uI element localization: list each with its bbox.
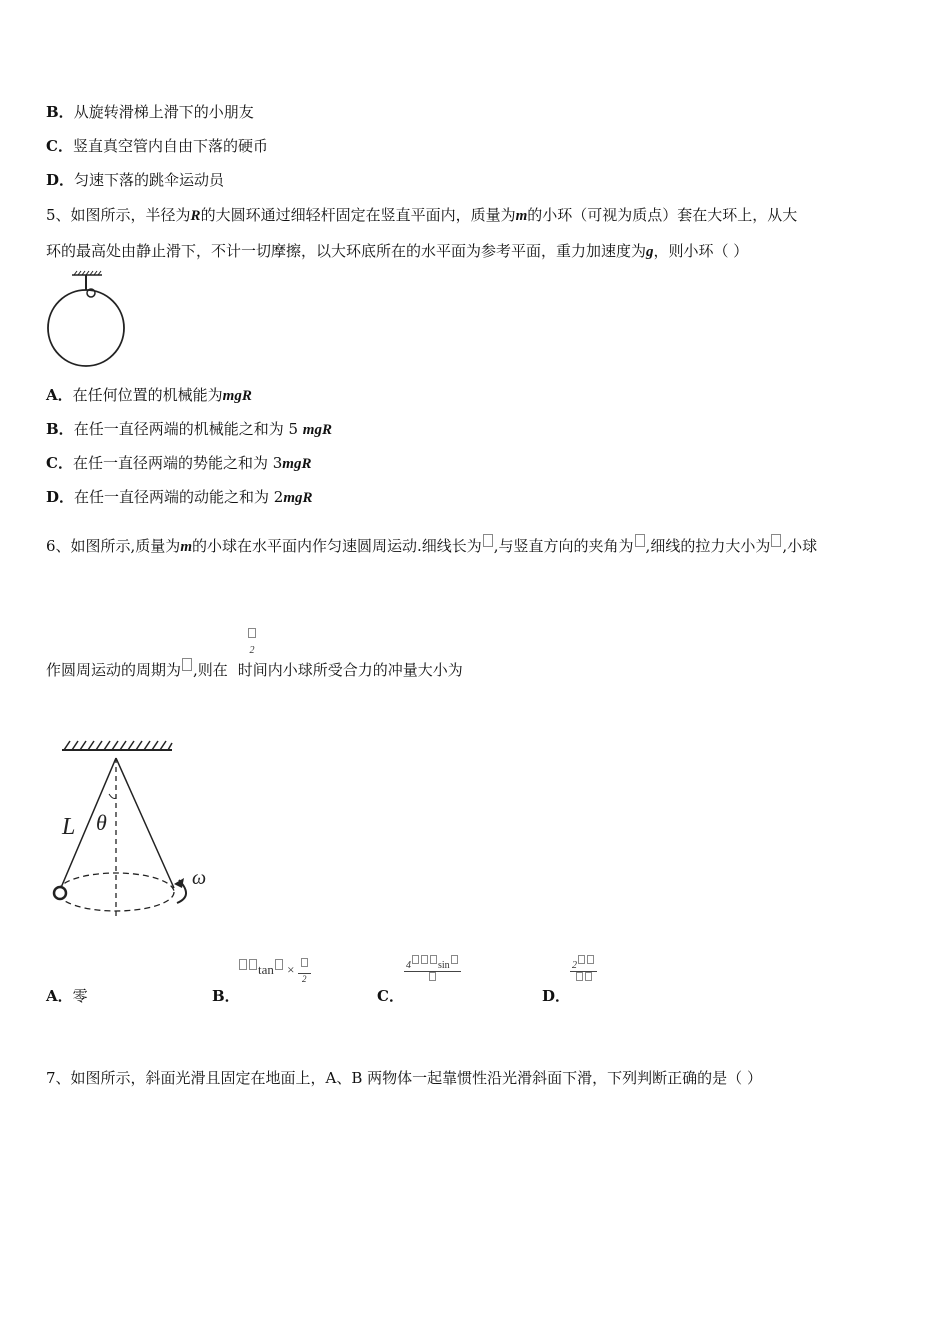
ball [54, 887, 66, 899]
option-d-prev: D．匀速下落的跳伞运动员 [46, 171, 225, 189]
q5-option-a: A．在任何位置的机械能为mgR [46, 386, 252, 404]
q6-option-c-expression: 4 sin [404, 955, 461, 988]
large-ring [48, 290, 124, 366]
q6-option-b-expression: tan × 2 [238, 958, 311, 984]
missing-glyph-box [182, 658, 192, 671]
label-L: L [62, 814, 76, 840]
q6-time-fraction: 2 [247, 628, 257, 656]
q6-line2: 作圆周运动的周期为 ,则在 时间内小球所受合力的冲量大小为 [46, 658, 463, 680]
q6-line1: 6、如图所示,质量为m的小球在水平面内作匀速圆周运动.细线长为 ,与竖直方向的夹角为 ,细线的拉力大小为 ,小球 [46, 534, 817, 557]
q6-option-d-expression: 2 [570, 955, 597, 988]
q6-option-a: A．零 [46, 987, 88, 1005]
option-b-prev: B．从旋转滑梯上滑下的小朋友 [46, 103, 254, 121]
label-theta: θ [96, 810, 107, 835]
q6-option-d: D． [542, 987, 571, 1005]
q5-option-d: D．在任一直径两端的动能之和为 2mgR [46, 488, 313, 506]
q5-line2: 环的最高处由静止滑下，不计一切摩擦，以大环底所在的水平面为参考平面，重力加速度为g，则小环（ ） [46, 242, 749, 260]
q6-option-c: C． [377, 987, 404, 1005]
conical-pendulum-figure [46, 738, 226, 923]
missing-glyph-box [771, 534, 781, 547]
q6-option-b: B． [212, 987, 240, 1005]
q7-line1: 7、如图所示，斜面光滑且固定在地面上，A、B 两物体一起靠惯性沿光滑斜面下滑，下列判断正确的是（ ） [46, 1069, 762, 1087]
option-c-prev: C．竖直真空管内自由下落的硬币 [46, 137, 268, 155]
q5-option-b: B．在任一直径两端的机械能之和为 5 mgR [46, 420, 332, 438]
q5-line1: 5、如图所示，半径为R的大圆环通过细轻杆固定在竖直平面内，质量为m的小环（可视为质点）套在大环上，从大 [46, 206, 798, 224]
q5-ring-figure [44, 270, 134, 370]
q5-option-c: C．在任一直径两端的势能之和为 3mgR [46, 454, 312, 472]
missing-glyph-box [635, 534, 645, 547]
missing-glyph-box [483, 534, 493, 547]
label-omega: ω [192, 867, 207, 889]
